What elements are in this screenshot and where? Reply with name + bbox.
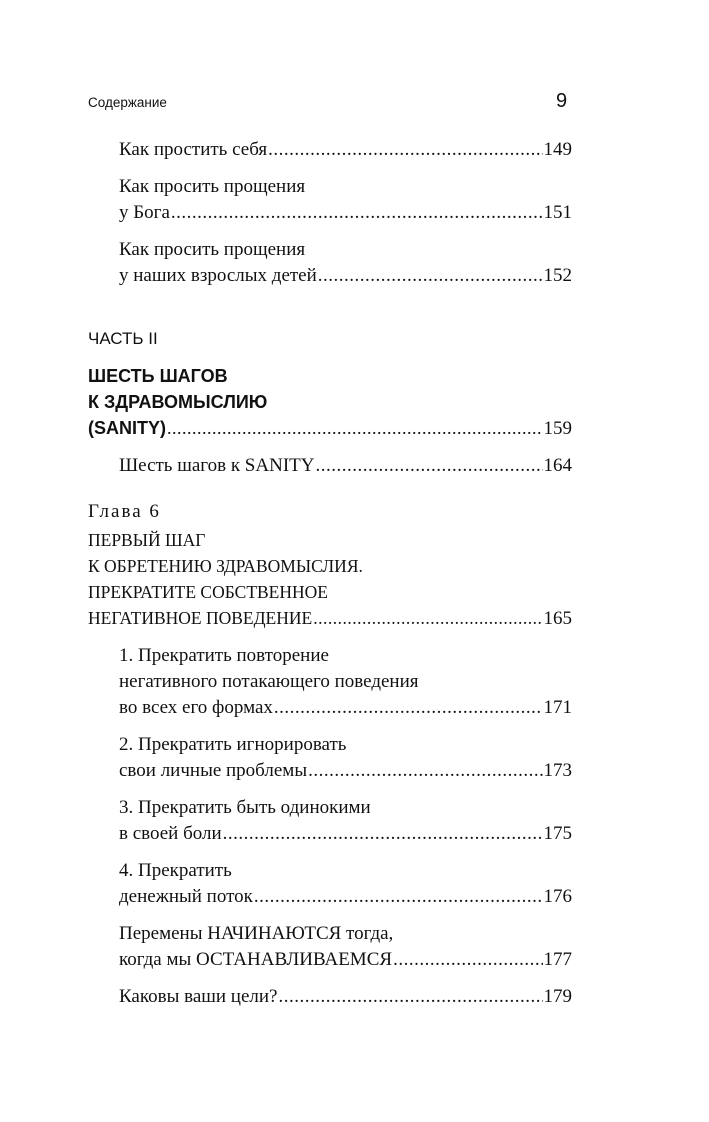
toc-entry-title: в своей боли [119, 823, 222, 844]
leader-dots [171, 200, 543, 226]
toc-entry [88, 732, 572, 784]
part-title-line: ШЕСТЬ ШАГОВ [88, 366, 228, 386]
part-title [88, 363, 572, 442]
toc-entry-title: Шесть шагов к SANITY [119, 455, 315, 476]
table-of-contents [88, 137, 572, 1010]
leader-dots [308, 758, 542, 784]
leader-dots [393, 947, 542, 973]
toc-entry [88, 174, 572, 226]
leader-dots [167, 415, 543, 441]
toc-entry [88, 984, 572, 1010]
toc-entry-title: когда мы ОСТАНАВЛИВАЕМСЯ [119, 949, 393, 970]
toc-entry-title: у Бога [119, 202, 170, 223]
chapter-title-line: ПРЕКРАТИТЕ СОБСТВЕННОЕ [88, 582, 328, 602]
toc-entry-page: 179 [543, 986, 572, 1007]
toc-entry-page: 149 [543, 139, 572, 160]
leader-dots [318, 263, 543, 289]
toc-entry-line: 1. Прекратить повторение [119, 645, 329, 666]
leader-dots [274, 695, 543, 721]
toc-entry-page: 177 [543, 949, 572, 970]
leader-dots [223, 821, 543, 847]
chapter-title-line: К ОБРЕТЕНИЮ ЗДРАВОМЫСЛИЯ. [88, 556, 363, 576]
toc-entry-line: 3. Прекратить быть одинокими [119, 797, 371, 818]
toc-entry-line: Как просить прощения [119, 239, 306, 260]
toc-entry [88, 921, 572, 973]
toc-entry-page: 152 [543, 265, 572, 286]
chapter-title [88, 527, 572, 632]
leader-dots [315, 453, 542, 479]
part-page: 159 [543, 418, 572, 439]
toc-entry-title: денежный поток [119, 886, 253, 907]
toc-entry-line: негативного потакающего поведения [119, 671, 419, 692]
leader-dots [268, 137, 542, 163]
toc-entry-line: 4. Прекратить [119, 860, 232, 881]
toc-entry [88, 237, 572, 289]
toc-entry [88, 643, 572, 721]
leader-dots [313, 605, 542, 631]
toc-entry-page: 173 [543, 760, 572, 781]
page-number: 9 [556, 90, 568, 112]
part-title-last: (SANITY) [88, 418, 166, 438]
chapter-title-last: НЕГАТИВНОЕ ПОВЕДЕНИЕ [88, 608, 313, 628]
part-label: ЧАСТЬ II [88, 329, 158, 348]
toc-entry [88, 137, 572, 163]
leader-dots [279, 984, 543, 1010]
toc-entry-page: 171 [543, 697, 572, 718]
toc-entry-page: 175 [543, 823, 572, 844]
toc-entry-page: 176 [543, 886, 572, 907]
toc-entry-page: 164 [543, 455, 572, 476]
toc-entry-line: Перемены НАЧИНАЮТСЯ тогда, [119, 923, 394, 944]
part-title-line: К ЗДРАВОМЫСЛИЮ [88, 392, 268, 412]
chapter-label: Глава 6 [88, 501, 161, 522]
toc-entry-line: 2. Прекратить игнорировать [119, 734, 347, 755]
toc-entry-title: Как простить себя [119, 139, 268, 160]
toc-entry [88, 858, 572, 910]
toc-entry-title: свои личные проблемы [119, 760, 308, 781]
toc-entry [88, 795, 572, 847]
toc-entry-line: Как просить прощения [119, 176, 306, 197]
chapter-title-line: ПЕРВЫЙ ШАГ [88, 530, 206, 550]
toc-entry-title: во всех его формах [119, 697, 273, 718]
toc-entry-title: Каковы ваши цели? [119, 986, 278, 1007]
leader-dots [254, 884, 543, 910]
toc-entry [88, 453, 572, 479]
toc-entry-page: 151 [543, 202, 572, 223]
toc-entry-title: у наших взрослых детей [119, 265, 317, 286]
chapter-page: 165 [543, 608, 572, 629]
running-header-title: Содержание [88, 95, 167, 110]
